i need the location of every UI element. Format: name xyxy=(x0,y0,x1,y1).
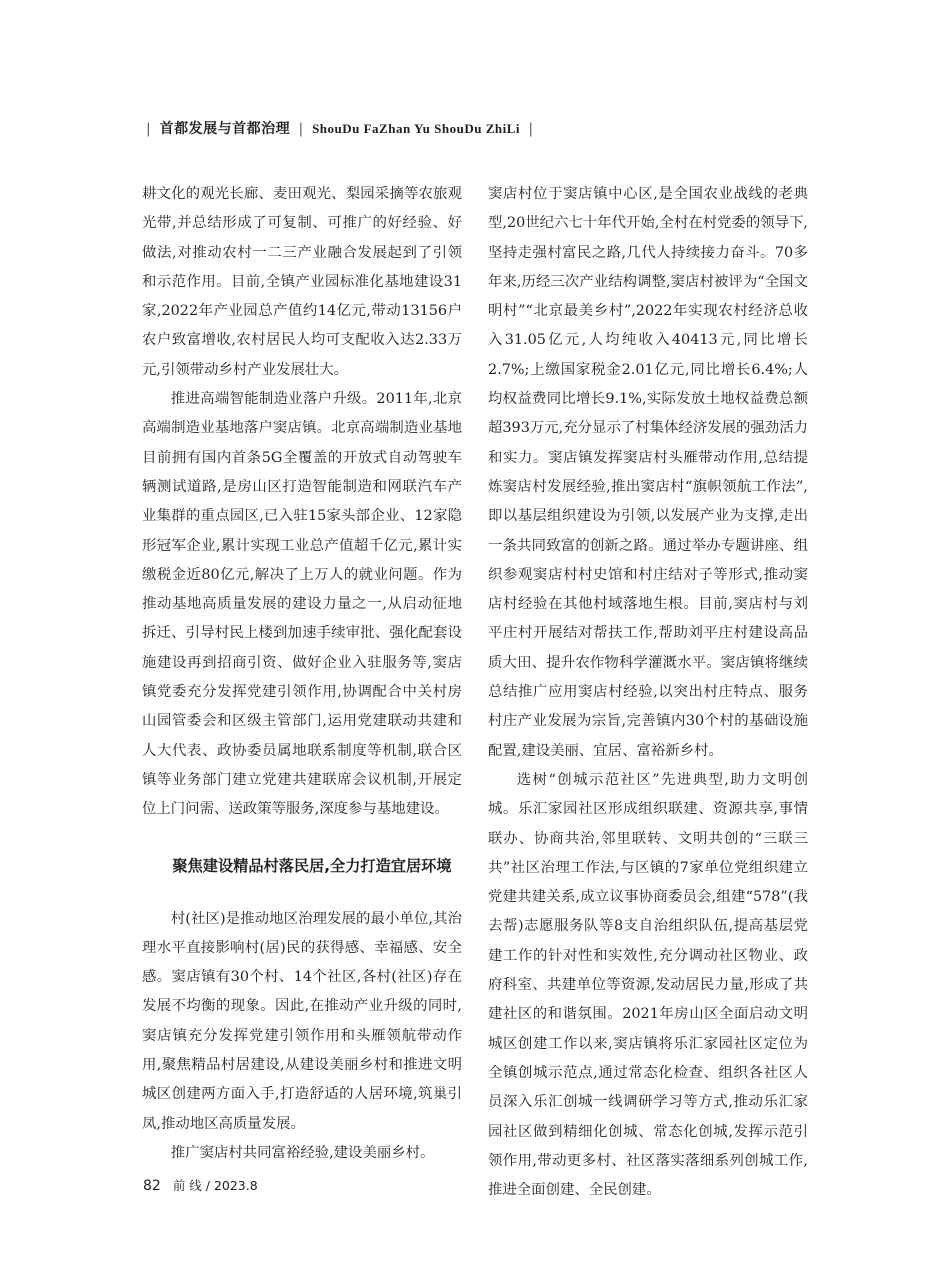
header-bar-left: | xyxy=(146,121,152,137)
section-title-cn: 首都发展与首都治理 xyxy=(159,121,291,137)
header-bar-right: | xyxy=(528,121,534,137)
paragraph: 窦店村位于窦店镇中心区,是全国农业战线的老典型,20世纪六七十年代开始,全村在村党委的领导下,坚持走强村富民之路,几代人持续接力奋斗。70多年来,历经三次产业结构调整,窦店村被评为“全国文明村”“北京最美乡村”,2022年实现农村经济总收入31.05亿元,人均纯收入40413元,同比增长2.7%;上缴国家税金2.01亿元,同比增长6.4%;人均权益费同比增长9.1%,实际发放土地权益费总额超393万元,充分显示了村集体经济发展的强劲活力和实力。窦店镇发挥窦店村头雁带动作用,总结提炼窦店村发展经验,推出窦店村“旗帜领航工作法”,即以基层组织建设为引领,以发展产业为支撑,走出一条共同致富的创新之路。通过举办专题讲座、组织参观窦店村村史馆和村庄结对子等形式,推动窦店村经验在其他村域落地生根。目前,窦店村与刘平庄村开展结对帮扶工作,帮助刘平庄村建设高品质大田、提升农作物科学灌溉水平。窦店镇将继续总结推广应用窦店村经验,以突出村庄特点、服务村庄产业发展为宗旨,完善镇内30个村的基础设施配置,建设美丽、宜居、富裕新乡村。 xyxy=(488,186,808,759)
header-bar-mid: | xyxy=(298,121,304,137)
page-number: 82 xyxy=(143,1178,161,1194)
left-column xyxy=(142,180,462,1168)
paragraph: 推广窦店村共同富裕经验,建设美丽乡村。 xyxy=(170,1144,435,1161)
journal-issue: 前 线 / 2023.8 xyxy=(172,1178,258,1193)
paragraph: 推进高端智能制造业落户升级。2011年,北京高端制造业基地落户窦店镇。北京高端制造业基地目前拥有国内首条5G全覆盖的开放式自动驾驶车辆测试道路,是房山区打造智能制造和网联汽车产业集群的重点园区,已入驻15家头部企业、12家隐形冠军企业,累计实现工业总产值超千亿元,累计实缴税金近80亿元,解决了上万人的就业问题。作为推动基地高质量发展的建设力量之一,从启动征地拆迁、引导村民上楼到加速手续审批、强化配套设施建设再到招商引资、做好企业入驻服务等,窦店镇党委充分发挥党建引领作用,协调配合中关村房山园管委会和区级主管部门,运用党建联动共建和人大代表、政协委员属地联系制度等机制,联合区镇等业务部门建立党建共建联席会议机制,开展定位上门问需、送政策等服务,深度参与基地建设。 xyxy=(142,391,462,818)
paragraph: 耕文化的观光长廊、麦田观光、梨园采摘等农旅观光带,并总结形成了可复制、可推广的好经验、好做法,对推动农村一二三产业融合发展起到了引领和示范作用。目前,全镇产业园标准化基地建设31家,2022年产业园总产值约14亿元,带动13156户农户致富增收,农村居民人均可支配收入达2.33万元,引领带动乡村产业发展壮大。 xyxy=(142,186,462,378)
right-column xyxy=(488,180,808,1205)
section-title-en: ShouDu FaZhan Yu ShouDu ZhiLi xyxy=(312,121,520,136)
paragraph: 选树“创城示范社区”先进典型,助力文明创城。乐汇家园社区形成组织联建、资源共享,事情联办、协商共治,邻里联转、文明共创的“三联三共”社区治理工作法,与区镇的7家单位党组织建立党建共建关系,成立议事协商委员会,组建“578”(我去帮)志愿服务队等8支自治组织队伍,提高基层党建工作的针对性和实效性,充分调动社区物业、政府科室、共建单位等资源,发动居民力量,形成了共建社区的和谐氛围。2021年房山区全面启动文明城区创建工作以来,窦店镇将乐汇家园社区定位为全镇创城示范点,通过常态化检查、组织各社区人员深入乐汇创城一线调研学习等方式,推动乐汇家园社区做到精细化创城、常态化创城,发挥示范引领作用,带动更多村、社区落实落细系列创城工作,推进全面创建、全民创建。 xyxy=(488,771,808,1199)
page-footer xyxy=(143,1176,258,1194)
running-header xyxy=(143,118,537,138)
section-heading: 聚焦建设精品村落民居,全力打造宜居环境 xyxy=(172,856,452,875)
paragraph: 村(社区)是推动地区治理发展的最小单位,其治理水平直接影响村(居)民的获得感、幸福感、安全感。窦店镇有30个村、14个社区,各村(社区)存在发展不均衡的现象。因此,在推动产业升级的同时,窦店镇充分发挥党建引领作用和头雁领航带动作用,聚焦精品村居建设,从建设美丽乡村和推进文明城区创建两方面入手,打造舒适的人居环境,筑巢引凤,推动地区高质量发展。 xyxy=(142,910,462,1132)
